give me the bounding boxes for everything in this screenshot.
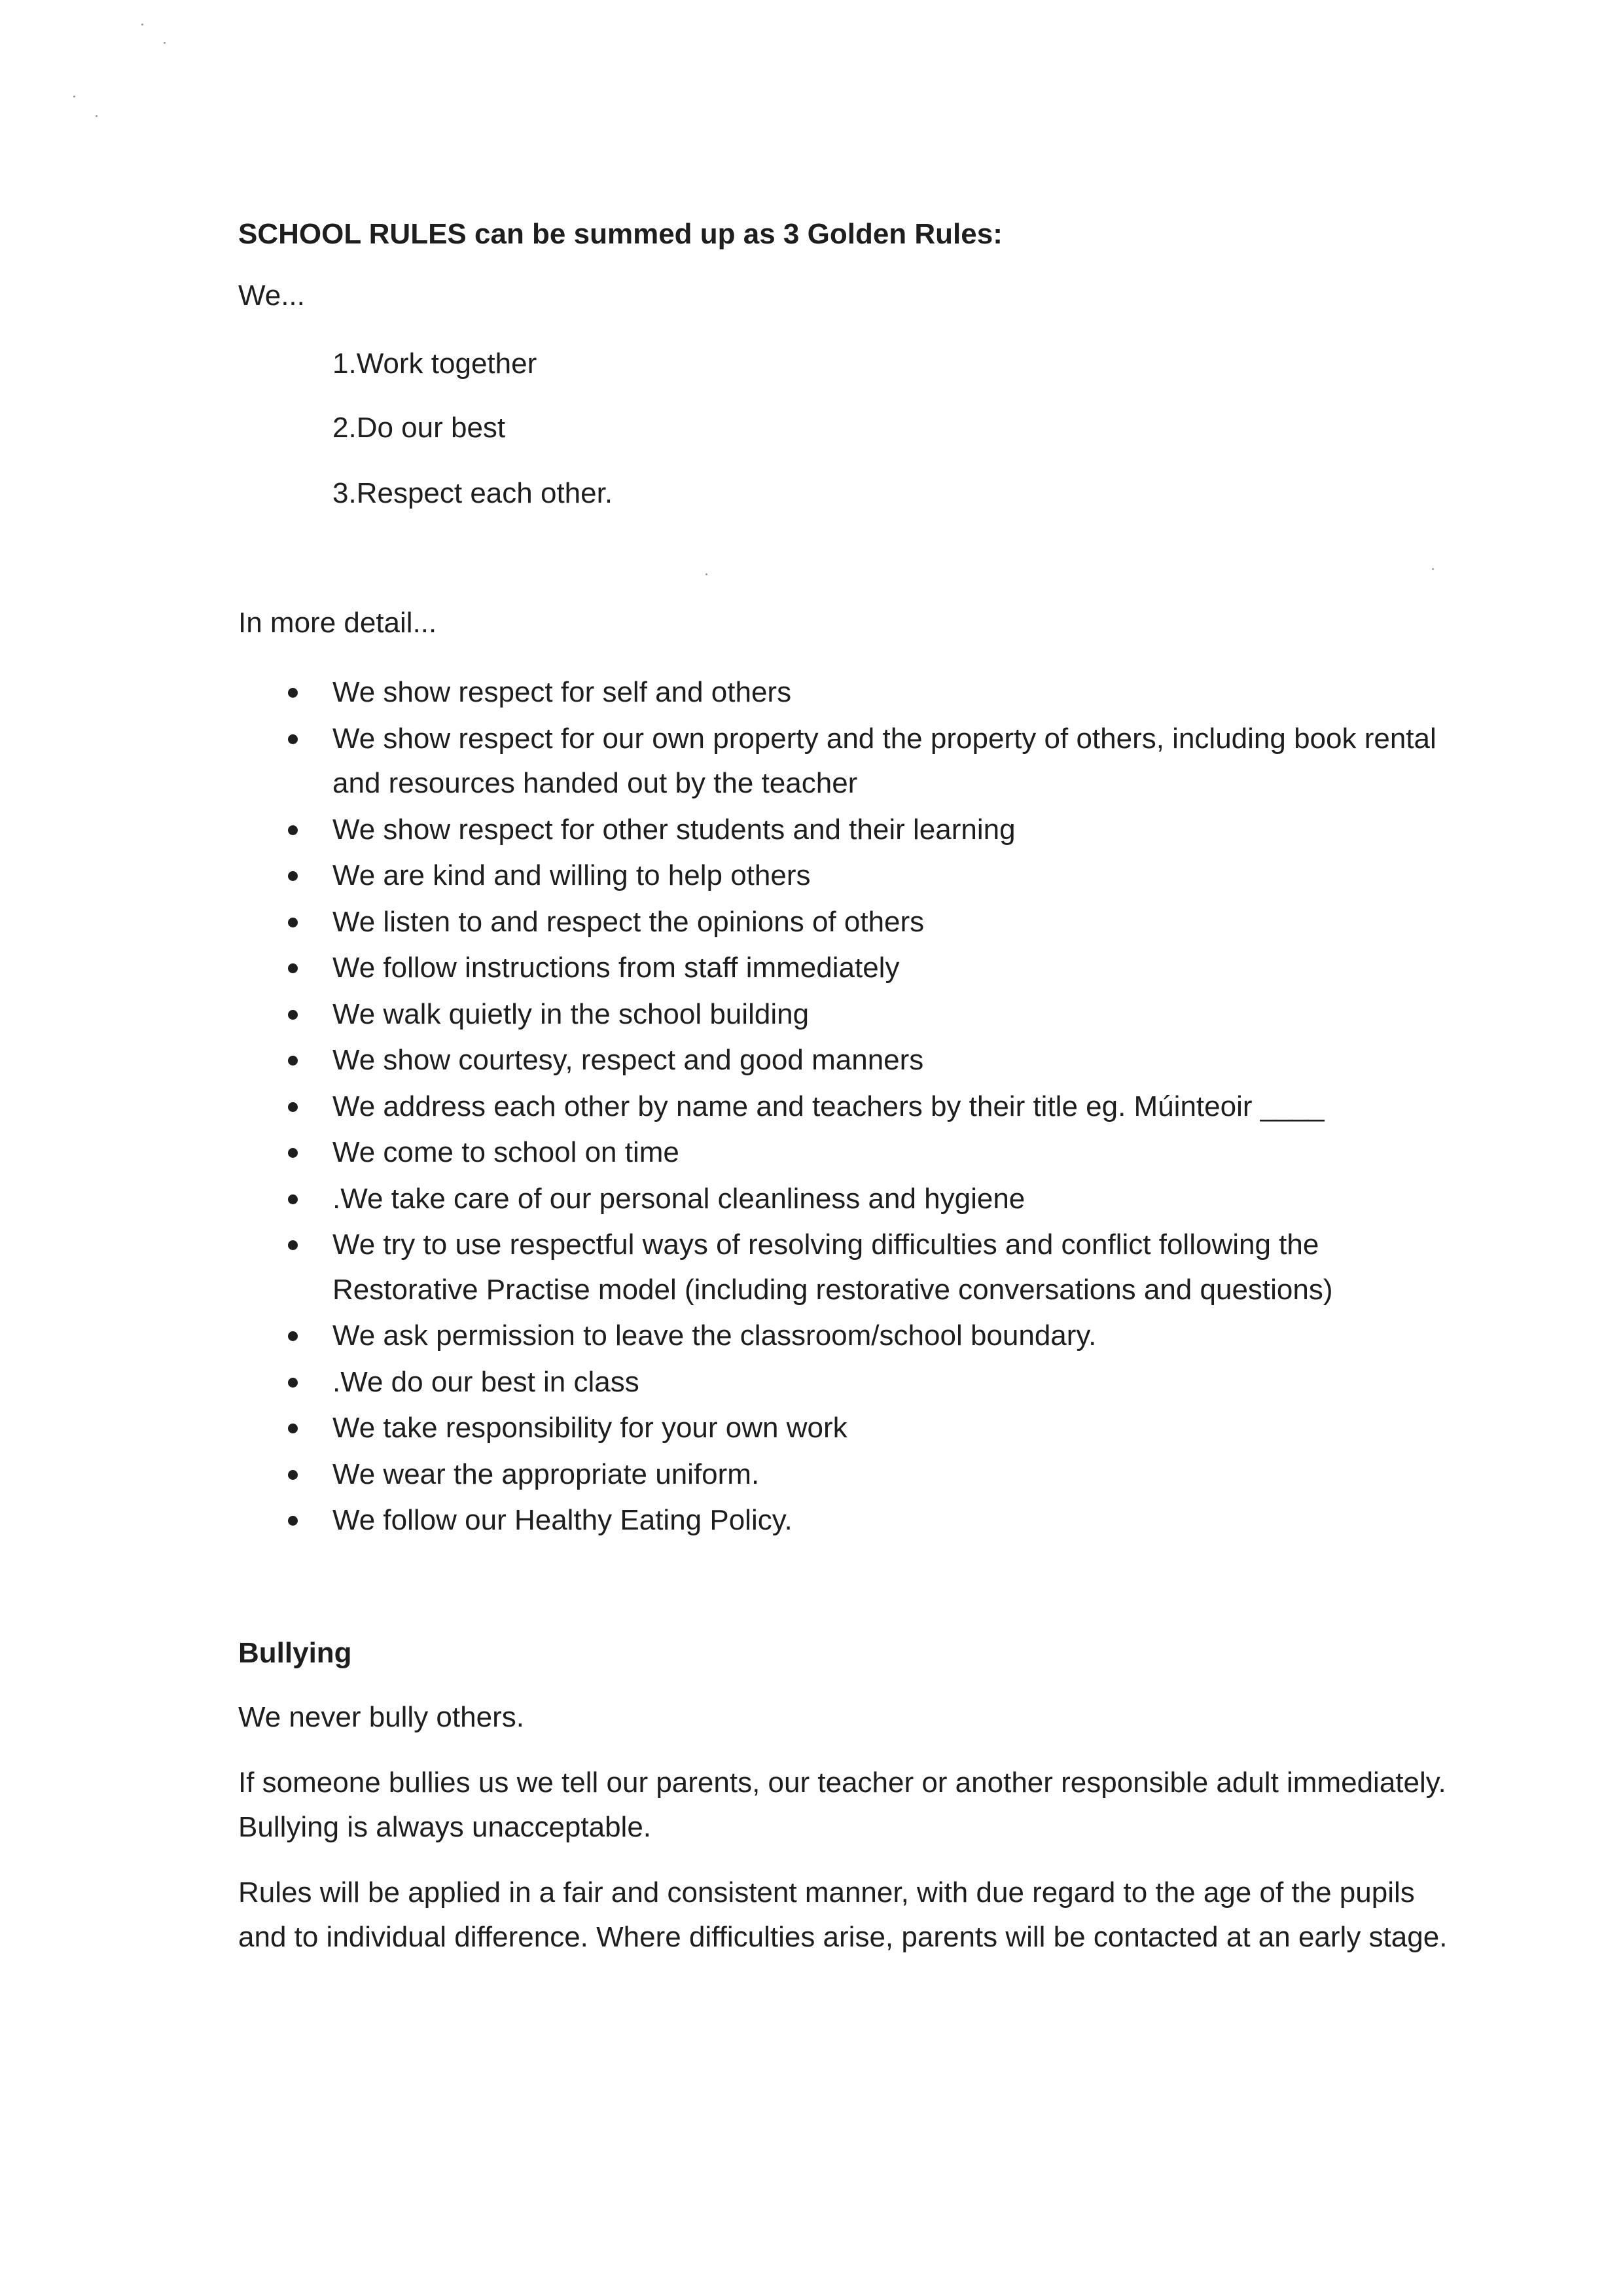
rule-text: We are kind and willing to help others <box>332 859 811 891</box>
bullet-icon <box>288 963 298 973</box>
intro-text: We... <box>238 279 305 312</box>
rule-text: We listen to and respect the opinions of others <box>332 905 925 938</box>
bullet-icon <box>288 1424 298 1433</box>
scan-speck <box>73 96 75 98</box>
rule-text: We ask permission to leave the classroom/school boundary. <box>332 1319 1097 1352</box>
golden-rule-3: 3.Respect each other. <box>332 477 613 509</box>
list-item <box>285 1314 1450 1359</box>
list-item <box>285 946 1450 991</box>
bullet-icon <box>288 1194 298 1204</box>
page-title: SCHOOL RULES can be summed up as 3 Golden Rules: <box>238 218 1003 250</box>
list-item <box>285 1085 1450 1130</box>
rule-text: .We take care of our personal cleanliness and hygiene <box>332 1182 1026 1215</box>
bullet-icon <box>288 1102 298 1112</box>
golden-rule-1: 1.Work together <box>332 348 537 380</box>
list-item <box>285 1406 1450 1451</box>
bullet-icon <box>288 825 298 835</box>
rule-text: .We do our best in class <box>332 1365 639 1398</box>
rule-text: We come to school on time <box>332 1136 679 1168</box>
list-item <box>285 1038 1450 1083</box>
rule-text: We address each other by name and teachers by their title eg. Múinteoir ____ <box>332 1090 1325 1122</box>
rule-text: We follow our Healthy Eating Policy. <box>332 1504 793 1536</box>
bullying-line-1: We never bully others. <box>238 1701 524 1733</box>
bullet-icon <box>288 1331 298 1341</box>
list-item <box>285 1452 1450 1498</box>
list-item <box>285 1360 1450 1405</box>
rule-text: We wear the appropriate uniform. <box>332 1458 760 1490</box>
bullet-icon <box>288 1240 298 1250</box>
rule-text: We show courtesy, respect and good manners <box>332 1044 924 1076</box>
bullet-icon <box>288 1148 298 1158</box>
rules-list <box>285 670 1450 1545</box>
rule-text: We follow instructions from staff immediately <box>332 952 900 984</box>
list-item <box>285 853 1450 899</box>
bullet-icon <box>288 688 298 698</box>
bullying-heading: Bullying <box>238 1637 352 1669</box>
list-item <box>285 670 1450 715</box>
bullet-icon <box>288 734 298 744</box>
bullet-icon <box>288 1516 298 1526</box>
bullet-icon <box>288 1470 298 1480</box>
list-item <box>285 992 1450 1037</box>
scan-speck <box>141 24 143 26</box>
bullying-line-2: If someone bullies us we tell our parents, our teacher or another responsible adult immediately. Bullying is always unacceptable. <box>238 1767 1446 1843</box>
rule-text: We take responsibility for your own work <box>332 1412 847 1444</box>
bullying-line-3: Rules will be applied in a fair and consistent manner, with due regard to the age of the pupils and to individual difference. Where difficulties arise, parents will be contacted at an early stage. <box>238 1876 1448 1953</box>
list-item <box>285 808 1450 853</box>
detail-intro-text: In more detail... <box>238 607 437 639</box>
bullet-icon <box>288 1378 298 1388</box>
bullet-icon <box>288 1010 298 1020</box>
scan-speck <box>1432 568 1434 570</box>
scan-speck <box>705 573 707 575</box>
list-item <box>285 1177 1450 1222</box>
scan-speck <box>164 42 166 44</box>
scan-speck <box>96 115 98 117</box>
rule-text: We show respect for other students and their learning <box>332 813 1016 846</box>
list-item <box>285 1223 1450 1312</box>
list-item <box>285 900 1450 945</box>
bullet-icon <box>288 871 298 881</box>
rule-text: We try to use respectful ways of resolving difficulties and conflict following the Restorative Practise model (including restorative conversations and questions) <box>332 1229 1333 1306</box>
bullet-icon <box>288 918 298 927</box>
list-item <box>285 1498 1450 1543</box>
rule-text: We show respect for self and others <box>332 676 792 708</box>
rule-text: We show respect for our own property and the property of others, including book rental and resources handed out by the teacher <box>332 722 1436 799</box>
list-item <box>285 717 1450 806</box>
list-item <box>285 1130 1450 1175</box>
golden-rule-2: 2.Do our best <box>332 412 506 444</box>
bullet-icon <box>288 1056 298 1066</box>
rule-text: We walk quietly in the school building <box>332 997 810 1030</box>
